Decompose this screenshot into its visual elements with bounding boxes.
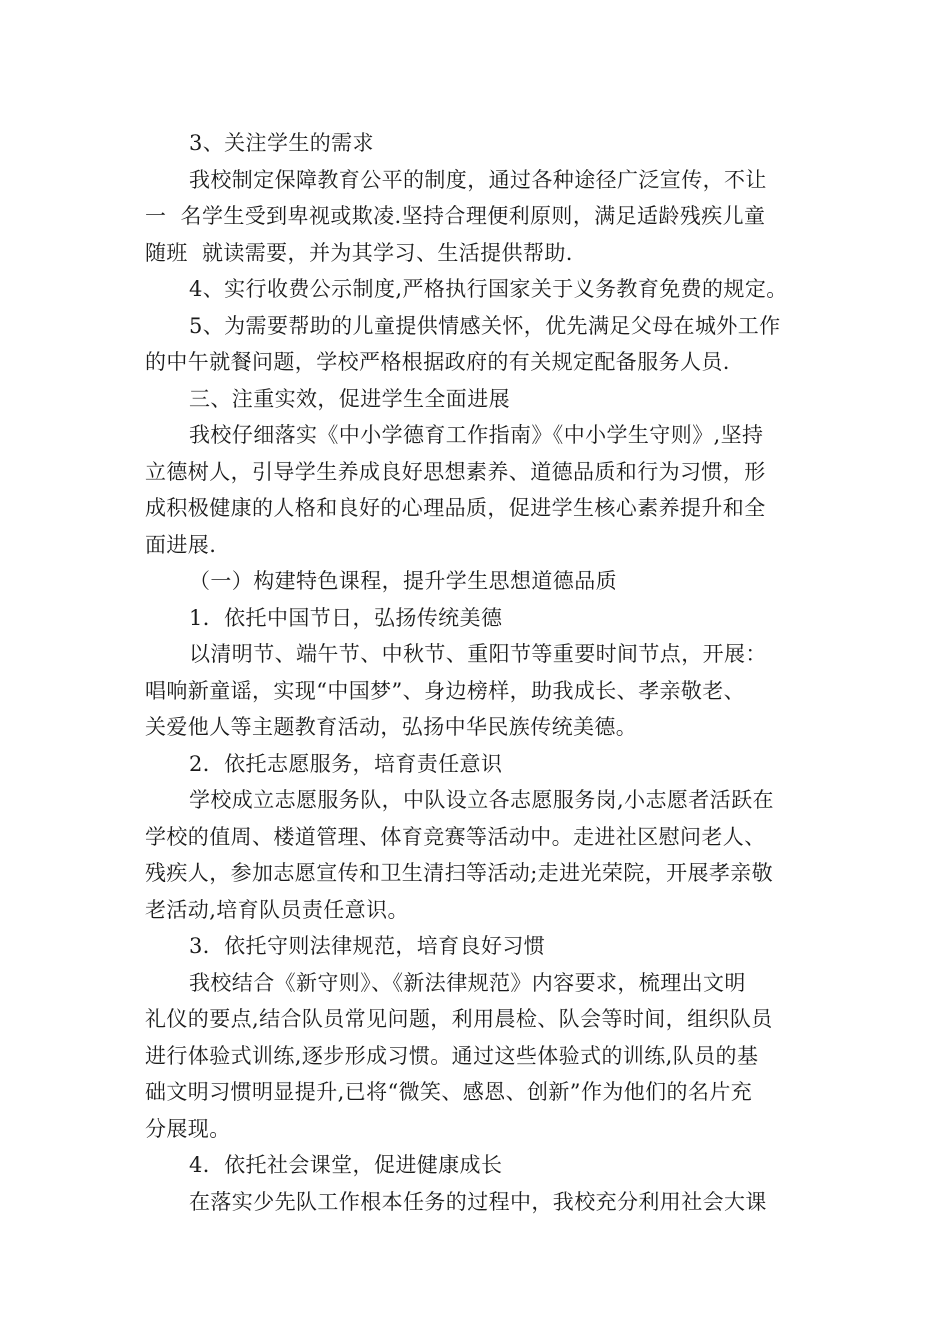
text-line: 5、为需要帮助的儿童提供情感关怀，优先满足父母在城外工作 (189, 313, 781, 338)
text-line: 学校的值周、楼道管理、体育竞赛等活动中。走进社区慰问老人、 (145, 824, 766, 849)
text-line: 3．依托守则法律规范，培育良好习惯 (189, 934, 546, 958)
text-line: 础文明习惯明显提升,已将“微笑、感恩、创新”作为他们的名片充 (145, 1080, 753, 1104)
text-line: 我校制定保障教育公平的制度，通过各种途径广泛宣传，不让 (189, 167, 767, 192)
text-line: 我校结合《新守则》、《新法律规范》内容要求，梳理出文明 (189, 970, 746, 995)
text-line: 随班 就读需要，并为其学习、生活提供帮助. (145, 240, 573, 265)
text-line: 2．依托志愿服务，培育责任意识 (189, 751, 503, 776)
text-line: 面进展. (145, 532, 217, 557)
text-line: 礼仪的要点,结合队员常见问题，利用晨检、队会等时间，组织队员 (145, 1007, 773, 1031)
text-line: 一 名学生受到卑视或欺凌.坚持合理便利原则，满足适龄残疾儿童 (145, 204, 766, 228)
text-line: 1．依托中国节日，弘扬传统美德 (189, 605, 503, 630)
text-line: 成积极健康的人格和良好的心理品质，促进学生核心素养提升和全 (145, 496, 766, 520)
text-line: 的中午就餐问题，学校严格根据政府的有关规定配备服务人员. (145, 350, 730, 374)
text-line: 分展现。 (145, 1116, 231, 1141)
text-line: 老活动,培育队员责任意识。 (145, 897, 409, 922)
text-line: 4．依托社会课堂，促进健康成长 (189, 1153, 503, 1177)
text-line: 唱响新童谣，实现“中国梦”、身边榜样，助我成长、孝亲敬老、 (145, 678, 746, 703)
text-line: 关爱他人等主题教育活动，弘扬中华民族传统美德。 (145, 715, 638, 739)
text-line: 立德树人，引导学生养成良好思想素养、道德品质和行为习惯，形 (145, 459, 766, 484)
document-body (145, 125, 815, 1220)
text-line: 残疾人，参加志愿宣传和卫生清扫等活动;走进光荣院，开展孝亲敬 (145, 861, 774, 885)
text-line: 4、实行收费公示制度,严格执行国家关于义务教育免费的规定。 (189, 277, 788, 301)
text-line: 以清明节、端午节、中秋节、重阳节等重要时间节点，开展： (189, 642, 767, 666)
text-line: 学校成立志愿服务队，中队设立各志愿服务岗,小志愿者活跃在 (189, 788, 774, 812)
text-line: 我校仔细落实《中小学德育工作指南》《中小学生守则》,坚持 (189, 423, 764, 447)
text-line: 进行体验式训练,逐步形成习惯。通过这些体验式的训练,队员的基 (145, 1043, 759, 1068)
text-line: 在落实少先队工作根本任务的过程中，我校充分利用社会大课 (189, 1189, 767, 1214)
text-line: 三、注重实效，促进学生全面进展 (189, 386, 510, 411)
text-line: 3、关注学生的需求 (189, 131, 374, 155)
text-line: （一）构建特色课程，提升学生思想道德品质 (189, 569, 617, 593)
